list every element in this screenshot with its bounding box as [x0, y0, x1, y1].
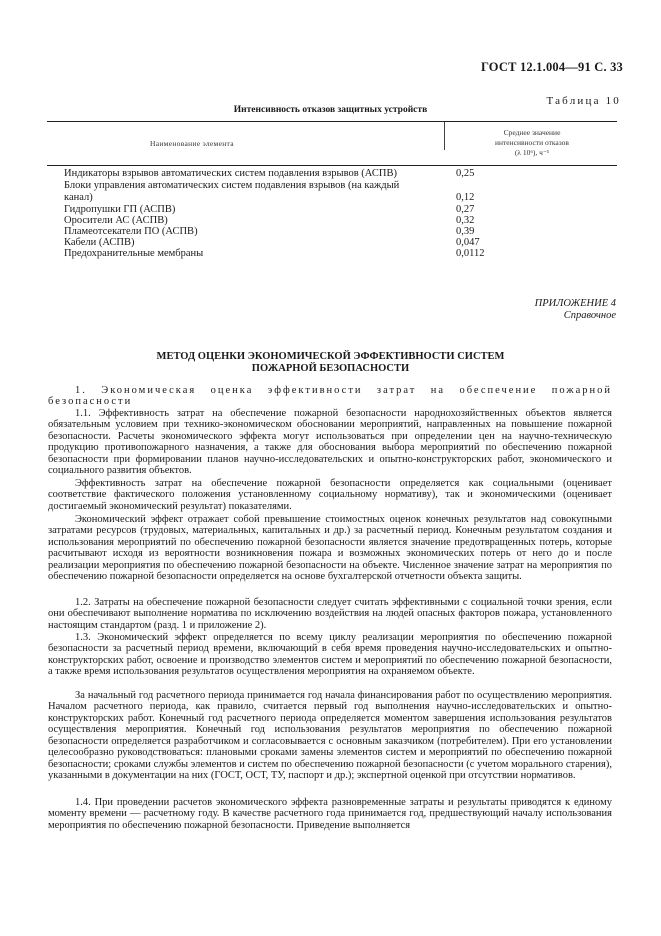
table-row-name: канал) [64, 192, 93, 203]
table-row-name: Предохранительные мембраны [64, 248, 204, 259]
body-paragraph: 1.4. При проведении расчетов экономического эффекта разновременные затраты и результаты приводятся к единому моменту времени — расчетному году. В качестве расчетного года принимается год, предшествующий началу использования мероприятия по обеспечению пожарной безопасности. Приведение выполняется [48, 797, 612, 831]
table-row-name: Индикаторы взрывов автоматических систем подавления взрывов (АСПВ) [64, 168, 397, 179]
table-row-name: Кабели (АСПВ) [64, 237, 135, 248]
table-row-name: Оросители АС (АСПВ) [64, 215, 168, 226]
table-header-rule [47, 165, 617, 166]
appendix-subtitle: Справочное [563, 310, 616, 321]
table-row-value: 0,25 [456, 168, 475, 179]
section-heading-paragraph: 1. Экономическая оценка эффективности затрат на обеспечение пожарной безопасности [48, 385, 612, 408]
table-row-value: 0,12 [456, 192, 475, 203]
table-row-name: Гидропушки ГП (АСПВ) [64, 204, 176, 215]
body-paragraph: Экономический эффект отражает собой превышение стоимостных оценок конечных результатов над совокупными затратами ресурсов (трудовых, материальных, капитальных и др.) за расчетный период. Конечным результатом создания и использования мероприятий по обеспечению пожарной безопасности является значение предотвращенных потерь, которые расчитывают исходя из вероятности возникновения пожара и возможных экономических потерь от него до и после реализации мероприятия по обеспечению пожарной безопасности на объекте. Численное значение затрат на мероприятия по обеспечению пожарной безопасности определяется на основе бухгалтерской отчетности объекта защиты. [48, 514, 612, 583]
table-column-divider [444, 122, 445, 150]
body-paragraph: 1.1. Эффективность затрат на обеспечение пожарной безопасности народнохозяйственных объектов является обязательным условием при технико-экономическом обосновании мероприятий, направленных на повышение пожарной безопасности. Расчеты экономического эффекта могут использоваться при определении цен на научно-техническую продукцию противопожарного назначения, а также для обоснования выбора мероприятий по обеспечению пожарной безопасности при формировании планов научно-исследовательских и опытно-конструкторских работ, экономического и социального развития объектов. [48, 408, 612, 477]
table-column-header-name: Наименование элемента [150, 139, 234, 148]
table-row-value: 0,27 [456, 204, 475, 215]
table-row-value: 0,047 [456, 237, 480, 248]
table-column-header-value-line2: интенсивности отказов [495, 138, 569, 147]
body-paragraph: 1.3. Экономический эффект определяется по всему циклу реализации мероприятия по обеспечению пожарной безопасности за расчетный период времени, включающий в себя время проведения научно-исследовательских и опытно-конструкторских работ, освоение и производство элементов систем и мероприятий по обеспечению пожарной безопасности, а также время использования результатов осуществления мероприятия на охраняемом объекте. [48, 632, 612, 678]
table-column-header-value-line1: Среднее значение [503, 128, 561, 137]
table-row-value: 0,32 [456, 215, 475, 226]
body-paragraph: Эффективность затрат на обеспечение пожарной безопасности определяется как социальными (оценивает соответствие фактического положения установленному социальному нормативу), так и экономическими (оценивает достигаемый экономический результат) показателями. [48, 478, 612, 512]
body-paragraph: 1.2. Затраты на обеспечение пожарной безопасности следует считать эффективными с социальной точки зрения, если они обеспечивают выполнение норматива по исключению воздействия на людей опасных факторов пожара, установленного настоящим стандартом (разд. 1 и приложение 2). [48, 597, 612, 631]
page-header: ГОСТ 12.1.004—91 С. 33 [480, 60, 623, 74]
appendix-title: ПРИЛОЖЕНИЕ 4 [534, 298, 616, 309]
table-row-name: Блоки управления автоматических систем подавления взрывов (на каждый [64, 180, 400, 191]
table-title: Интенсивность отказов защитных устройств [233, 105, 428, 115]
table-row-value: 0,0112 [456, 248, 485, 259]
section-title-line1: МЕТОД ОЦЕНКИ ЭКОНОМИЧЕСКОЙ ЭФФЕКТИВНОСТИ СИСТЕМ [156, 351, 505, 362]
table-top-rule [47, 121, 617, 122]
body-paragraph: За начальный год расчетного периода принимается год начала финансирования работ по осуществлению мероприятия. Началом расчетного периода, как правило, считается первый год выполнения научно-исследовательских и опытно-конструкторских работ. Конечный год расчетного периода определяется моментом завершения использования результатов осуществления мероприятия. Конечный год использования результатов мероприятия по обеспечению пожарной безопасности определяется разработчиком и согласовывается с основным заказчиком (потребителем). При его установлении целесообразно руководствоваться: плановыми сроками замены элементов систем и мероприятий по обеспечению пожарной безопасности; сроками службы элементов и систем по обеспечению пожарной безопасности (с учетом морального старения), указанными в документации на них (ГОСТ, ОСТ, ТУ, паспорт и др.); экспертной оценкой при отсутствии нормативов. [48, 690, 612, 782]
table-row-value: 0,39 [456, 226, 475, 237]
table-label: Таблица 10 [546, 95, 621, 107]
table-column-header-value [446, 128, 618, 158]
table-column-header-value-line3: (λ 10⁶), ч⁻¹ [514, 148, 550, 157]
section-title-line2: ПОЖАРНОЙ БЕЗОПАСНОСТИ [251, 363, 410, 374]
table-row-name: Пламеотсекатели ПО (АСПВ) [64, 226, 198, 237]
